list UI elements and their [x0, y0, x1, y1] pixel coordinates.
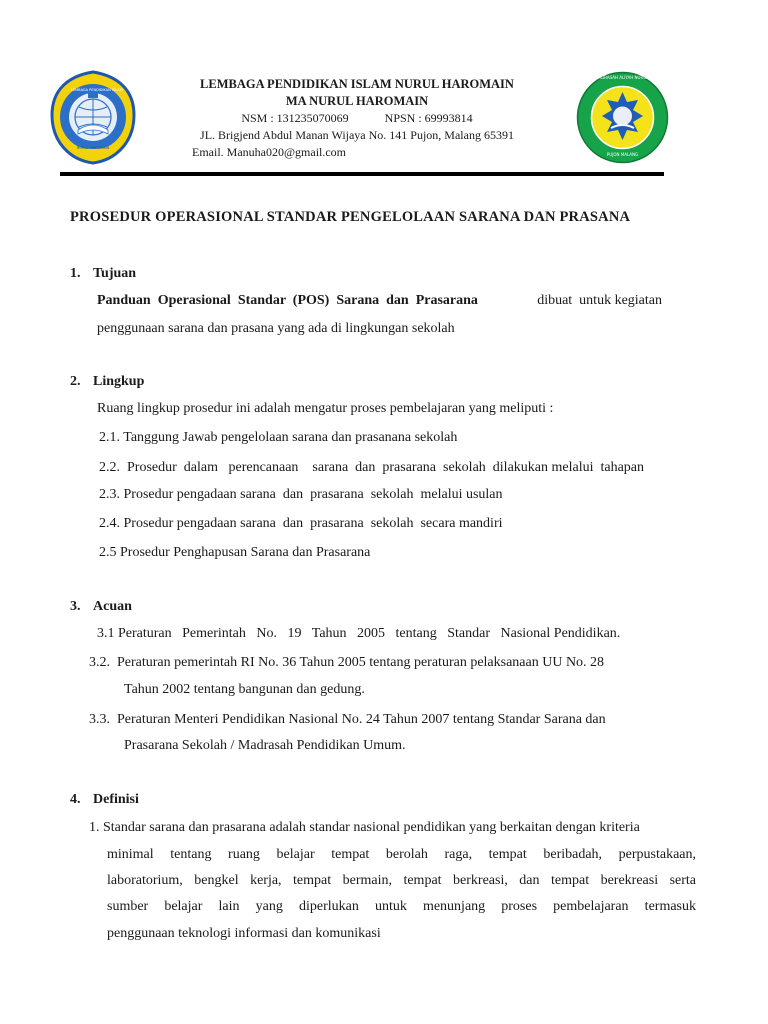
definisi-line: sumber belajar lain yang diperlukan untuk menunjang proses pembelajaran termasuk — [107, 899, 696, 914]
tujuan-bold-phrase: Panduan Operasional Standar (POS) Sarana dan Prasarana — [97, 293, 478, 308]
section-title: Acuan — [93, 599, 132, 614]
left-logo-ring-text: LEMBAGA PENDIDIKAN ISLAM — [71, 88, 123, 92]
left-logo-bottom-text: NURUL HAROMAIN — [76, 146, 110, 150]
section-number: 4. — [70, 792, 81, 807]
acuan-item-3-line-1: 3.3. Peraturan Menteri Pendidikan Nasional No. 24 Tahun 2007 tentang Standar Sarana dan — [89, 712, 606, 727]
definisi-line: 1. Standar sarana dan prasarana adalah standar nasional pendidikan yang berkaitan dengan kriteria — [89, 820, 640, 835]
institution-name: LEMBAGA PENDIDIKAN ISLAM NURUL HAROMAIN — [200, 77, 514, 91]
section-title: Definisi — [93, 792, 139, 807]
section-number: 3. — [70, 599, 81, 614]
acuan-item-2-line-1: 3.2. Peraturan pemerintah RI No. 36 Tahun 2005 tentang peraturan pelaksanaan UU No. 28 — [89, 655, 605, 670]
school-name: MA NURUL HAROMAIN — [285, 94, 429, 108]
section-acuan-heading — [70, 599, 132, 615]
right-logo-bottom-text: PUJON MALANG — [606, 152, 639, 157]
definisi-line: laboratorium, bengkel kerja, tempat bermain, tempat berkreasi, dan tempat berekreasi serta — [107, 873, 696, 888]
section-number: 1. — [70, 266, 81, 281]
section-definisi-heading — [70, 792, 139, 808]
lingkup-item: 2.5 Prosedur Penghapusan Sarana dan Prasarana — [99, 545, 371, 560]
nsm-number: NSM : 131235070069 — [241, 111, 349, 125]
letterhead-divider — [60, 172, 664, 176]
section-title: Lingkup — [93, 374, 145, 389]
acuan-item-2-line-2: Tahun 2002 tentang bangunan dan gedung. — [124, 682, 365, 697]
lingkup-item: 2.3. Prosedur pengadaan sarana dan prasarana sekolah melalui usulan — [99, 487, 503, 502]
lingkup-item: 2.1. Tanggung Jawab pengelolaan sarana dan prasanana sekolah — [99, 430, 458, 445]
lingkup-item: 2.2. Prosedur dalam perencanaan sarana dan prasarana sekolah dilakukan melalui tahapan — [99, 460, 645, 475]
section-tujuan-heading — [70, 266, 136, 282]
section-lingkup-heading — [70, 374, 144, 390]
school-ids — [107, 111, 607, 126]
lingkup-intro: Ruang lingkup prosedur ini adalah mengatur proses pembelajaran yang meliputi : — [97, 401, 554, 416]
tujuan-line-2: penggunaan sarana dan prasana yang ada di lingkungan sekolah — [97, 321, 455, 336]
definisi-line: minimal tentang ruang belajar tempat berolah raga, tempat beribadah, perpustakaan, — [107, 847, 696, 862]
lingkup-item: 2.4. Prosedur pengadaan sarana dan prasarana sekolah secara mandiri — [99, 516, 503, 531]
school-address: JL. Brigjend Abdul Manan Wijaya No. 141 Pujon, Malang 65391 — [200, 128, 514, 142]
acuan-item-3-line-2: Prasarana Sekolah / Madrasah Pendidikan Umum. — [124, 738, 406, 753]
definisi-line: penggunaan teknologi informasi dan komunikasi — [107, 926, 381, 941]
npsn-number: NPSN : 69993814 — [384, 111, 473, 125]
tujuan-line-1 — [97, 293, 662, 309]
tujuan-rest: dibuat untuk kegiatan — [537, 293, 662, 308]
section-number: 2. — [70, 374, 81, 389]
document-title: PROSEDUR OPERASIONAL STANDAR PENGELOLAAN SARANA DAN PRASANA — [70, 209, 631, 225]
right-logo-ring-text: MADRASAH ALIYAH NURUL HAROMAIN — [595, 75, 672, 80]
school-email: Email. Manuha020@gmail.com — [192, 145, 347, 159]
section-title: Tujuan — [93, 266, 137, 281]
acuan-item-1: 3.1 Peraturan Pemerintah No. 19 Tahun 2005 tentang Standar Nasional Pendidikan. — [97, 626, 621, 641]
